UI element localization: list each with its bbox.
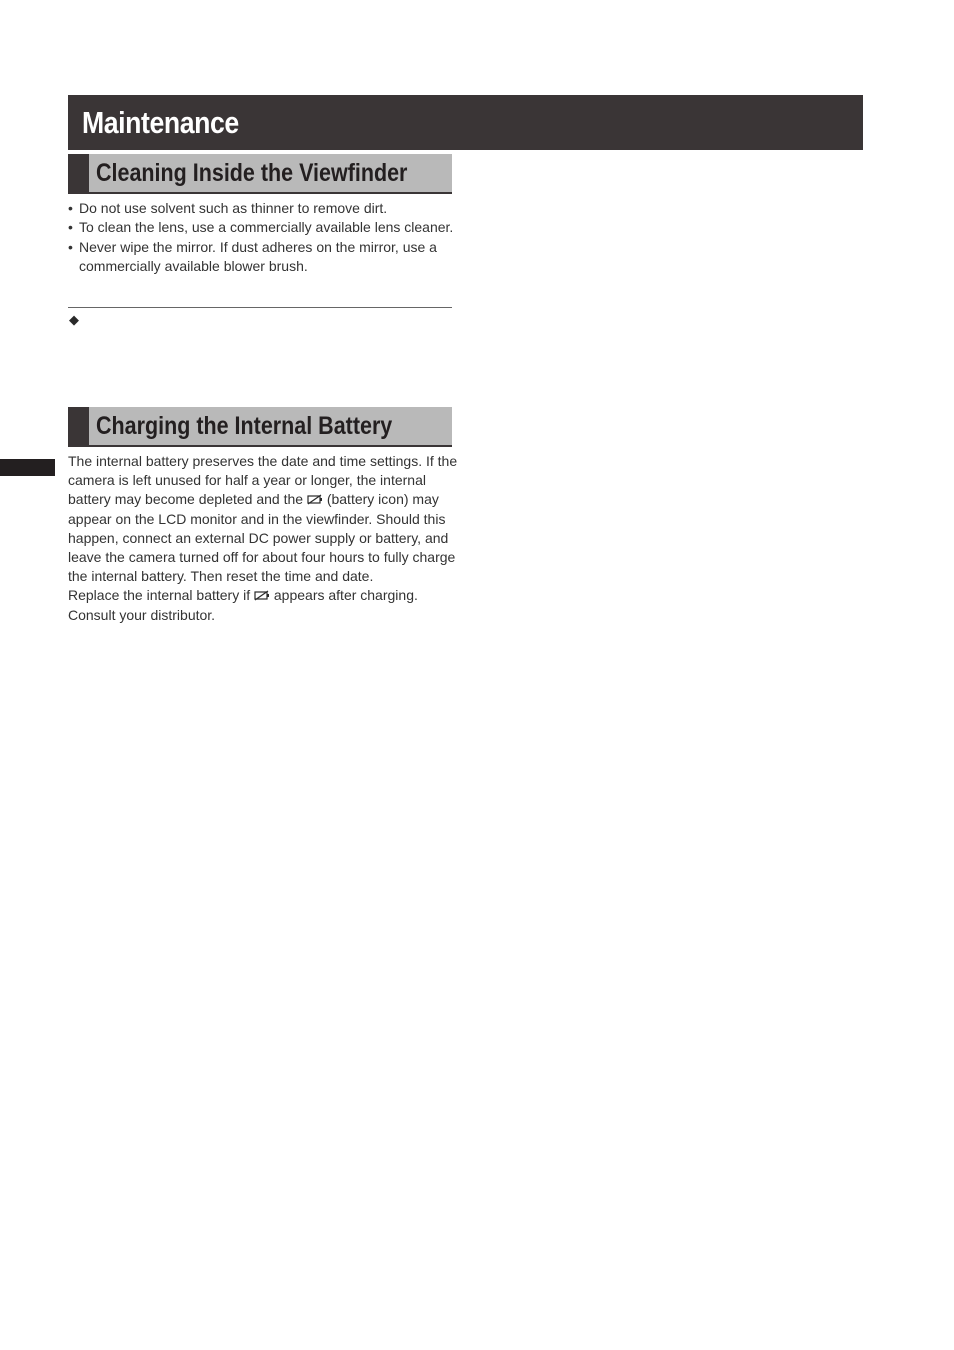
viewfinder-bullet-list (68, 199, 458, 276)
title-bar (68, 95, 863, 150)
diamond-icon: ◆ (69, 312, 79, 327)
section-marker-block (68, 407, 89, 445)
battery-section-header (68, 407, 452, 447)
battery-depleted-icon (307, 494, 323, 505)
bullet-text: Never wipe the mirror. If dust adheres on the mirror, use a commercially available blower brush. (79, 238, 437, 274)
bullet-symbol: • (68, 200, 73, 216)
bullet-symbol: • (68, 219, 73, 236)
paragraph-text: appears after charging. Consult your distributor. (68, 587, 418, 623)
list-item (68, 238, 458, 277)
bullet-text: To clean the lens, use a commercially available lens cleaner. (79, 219, 454, 236)
viewfinder-section-heading: Cleaning Inside the Viewfinder (96, 159, 408, 187)
battery-paragraph-1 (68, 452, 458, 586)
list-item (68, 218, 458, 237)
bullet-symbol: • (68, 238, 73, 255)
paragraph-text: (battery icon) may appear on the LCD monitor and in the viewfinder. Should this happen, connect an external DC power supply or battery, and leave the camera turned off for about four hours to fully charge the internal battery. Then reset the time and date. (68, 491, 456, 585)
list-item (68, 199, 458, 218)
divider (68, 307, 452, 308)
battery-body-text (68, 452, 458, 625)
paragraph-text: The internal battery preserves the date and time settings. If the camera is left unused for half a year or longer, the internal battery may become depleted and the (68, 453, 458, 508)
battery-paragraph-2 (68, 586, 458, 624)
viewfinder-section-header (68, 154, 452, 194)
page-title: Maintenance (82, 105, 239, 140)
chapter-side-tab (0, 459, 55, 476)
battery-section-heading: Charging the Internal Battery (96, 412, 393, 440)
bullet-text: Do not use solvent such as thinner to remove dirt. (79, 200, 388, 216)
paragraph-text: Replace the internal battery if (68, 587, 254, 604)
battery-depleted-icon (254, 590, 270, 601)
section-marker-block (68, 154, 89, 192)
